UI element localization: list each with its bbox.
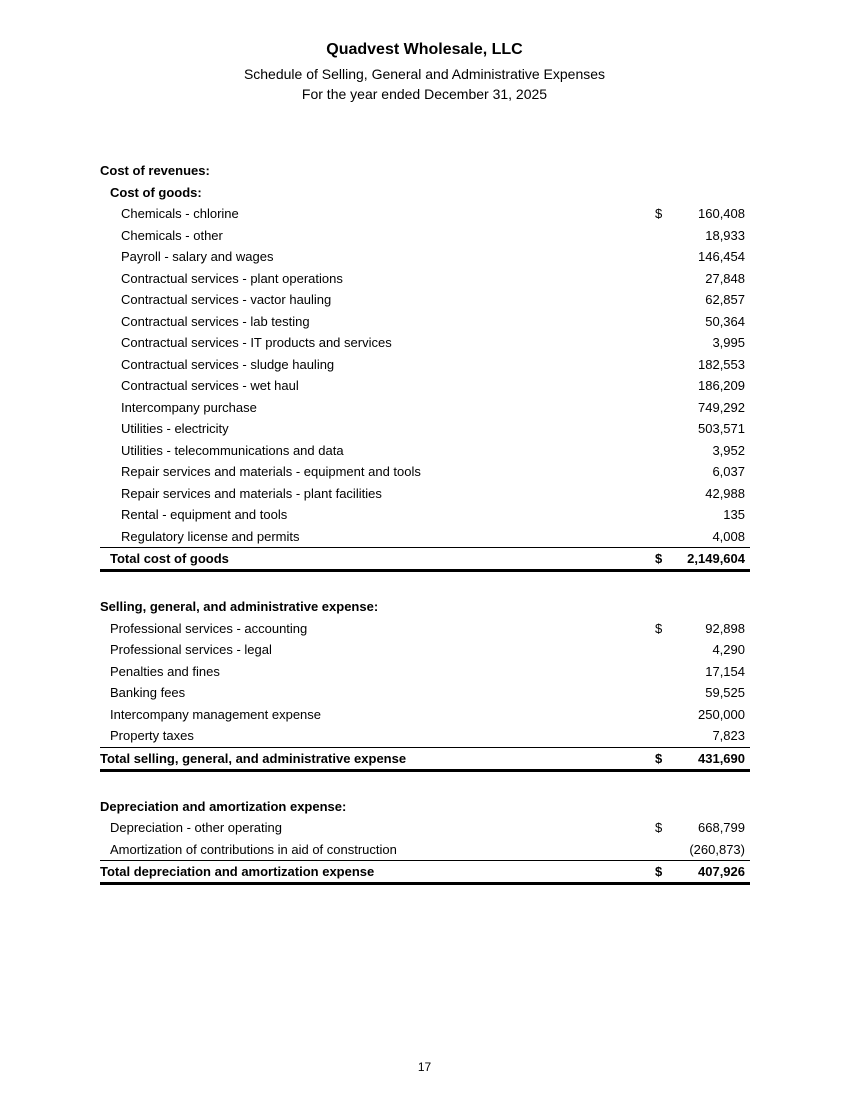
line-item-label: Repair services and materials - equipment and tools	[121, 464, 421, 479]
line-item-row	[100, 332, 750, 354]
line-item-label: Depreciation - other operating	[110, 820, 282, 835]
line-item-amount: 186,209	[698, 378, 745, 393]
line-item-label: Regulatory license and permits	[121, 528, 300, 544]
expense-schedule	[100, 160, 750, 885]
total-row-sga	[100, 747, 750, 772]
section-heading-sga	[100, 596, 750, 618]
line-item-label: Chemicals - chlorine	[121, 206, 239, 221]
currency-symbol: $	[655, 864, 663, 879]
cost-of-goods-list	[100, 203, 750, 547]
currency-symbol: $	[655, 820, 663, 835]
line-item-row	[100, 397, 750, 419]
line-item-row	[100, 526, 750, 548]
line-item-row	[100, 440, 750, 462]
total-row-cost-of-goods	[100, 547, 750, 572]
line-item-row	[100, 246, 750, 268]
total-amount: 2,149,604	[687, 551, 745, 566]
line-item-row	[100, 418, 750, 440]
line-item-row	[100, 225, 750, 247]
line-item-amount: 668,799	[698, 820, 745, 835]
line-item-label: Contractual services - wet haul	[121, 378, 299, 393]
line-item-label: Contractual services - IT products and services	[121, 335, 392, 350]
line-item-row	[100, 311, 750, 333]
line-item-amount: 4,008	[712, 528, 745, 544]
line-item-label: Penalties and fines	[110, 663, 220, 679]
total-label: Total depreciation and amortization expense	[100, 864, 375, 879]
report-period: For the year ended December 31, 2025	[301, 86, 548, 102]
line-item-row	[100, 661, 750, 683]
line-item-label: Contractual services - lab testing	[121, 313, 310, 329]
line-item-row	[100, 618, 750, 640]
line-item-amount: 92,898	[705, 620, 745, 636]
line-item-row	[100, 354, 750, 376]
line-item-label: Property taxes	[110, 728, 194, 743]
line-item-label: Payroll - salary and wages	[121, 249, 274, 264]
line-item-label: Chemicals - other	[121, 227, 223, 243]
line-item-label: Professional services - accounting	[110, 620, 308, 636]
line-item-amount: 62,857	[705, 292, 745, 307]
total-label: Total selling, general, and administrative expense	[100, 750, 407, 766]
page-number: 17	[417, 1060, 432, 1074]
line-item-amount: 18,933	[705, 227, 745, 243]
line-item-amount: 3,952	[712, 442, 745, 458]
line-item-label: Amortization of contributions in aid of construction	[110, 841, 397, 857]
total-amount: 407,926	[698, 864, 745, 879]
currency-symbol: $	[655, 620, 663, 636]
line-item-row	[100, 839, 750, 861]
line-item-amount: 59,525	[705, 685, 745, 700]
line-item-row	[100, 682, 750, 704]
line-item-amount: 27,848	[705, 270, 745, 286]
currency-symbol: $	[655, 750, 663, 766]
line-item-row	[100, 203, 750, 225]
total-row-depreciation	[100, 860, 750, 885]
line-item-row	[100, 817, 750, 839]
total-amount: 431,690	[698, 750, 745, 766]
line-item-label: Intercompany management expense	[110, 706, 322, 722]
line-item-label: Banking fees	[110, 685, 186, 700]
line-item-amount: 7,823	[712, 728, 745, 743]
line-item-amount: 160,408	[698, 206, 745, 221]
line-item-amount: 17,154	[705, 663, 745, 679]
line-item-label: Repair services and materials - plant facilities	[121, 485, 382, 501]
line-item-amount: 146,454	[698, 249, 745, 264]
line-item-label: Intercompany purchase	[121, 399, 257, 415]
report-header	[0, 40, 849, 104]
line-item-amount: 50,364	[705, 313, 745, 329]
line-item-label: Contractual services - sludge hauling	[121, 356, 335, 372]
line-item-amount: (260,873)	[689, 841, 745, 857]
line-item-amount: 182,553	[698, 356, 745, 372]
line-item-row	[100, 483, 750, 505]
line-item-row	[100, 704, 750, 726]
line-item-label: Professional services - legal	[110, 642, 272, 657]
line-item-amount: 42,988	[705, 485, 745, 501]
line-item-amount: 749,292	[698, 399, 745, 415]
line-item-amount: 250,000	[698, 706, 745, 722]
line-item-row	[100, 289, 750, 311]
section-heading-label: Cost of revenues:	[100, 163, 210, 178]
line-item-amount: 135	[723, 507, 745, 522]
line-item-row	[100, 268, 750, 290]
total-label: Total cost of goods	[110, 551, 229, 566]
line-item-row	[100, 375, 750, 397]
line-item-amount: 6,037	[712, 464, 745, 479]
line-item-row	[100, 725, 750, 747]
line-item-label: Contractual services - plant operations	[121, 270, 343, 286]
line-item-row	[100, 639, 750, 661]
line-item-label: Contractual services - vactor hauling	[121, 292, 332, 307]
subsection-heading-cost-of-goods	[100, 182, 750, 204]
line-item-row	[100, 461, 750, 483]
line-item-amount: 4,290	[712, 642, 745, 657]
line-item-amount: 503,571	[698, 421, 745, 436]
section-heading-label: Selling, general, and administrative expense:	[100, 599, 379, 614]
sga-list	[100, 618, 750, 747]
schedule-title: Schedule of Selling, General and Administrative Expenses	[243, 66, 606, 82]
line-item-amount: 3,995	[712, 335, 745, 350]
line-item-row	[100, 504, 750, 526]
line-item-label: Rental - equipment and tools	[121, 507, 288, 522]
company-name: Quadvest Wholesale, LLC	[326, 41, 523, 58]
section-heading-cost-of-revenues	[100, 160, 750, 182]
line-item-label: Utilities - telecommunications and data	[121, 442, 344, 458]
section-heading-depreciation	[100, 796, 750, 818]
currency-symbol: $	[655, 551, 663, 566]
depreciation-list	[100, 817, 750, 860]
currency-symbol: $	[655, 206, 663, 221]
subsection-heading-label: Cost of goods:	[110, 184, 202, 200]
section-heading-label: Depreciation and amortization expense:	[100, 798, 347, 814]
line-item-label: Utilities - electricity	[121, 421, 229, 436]
